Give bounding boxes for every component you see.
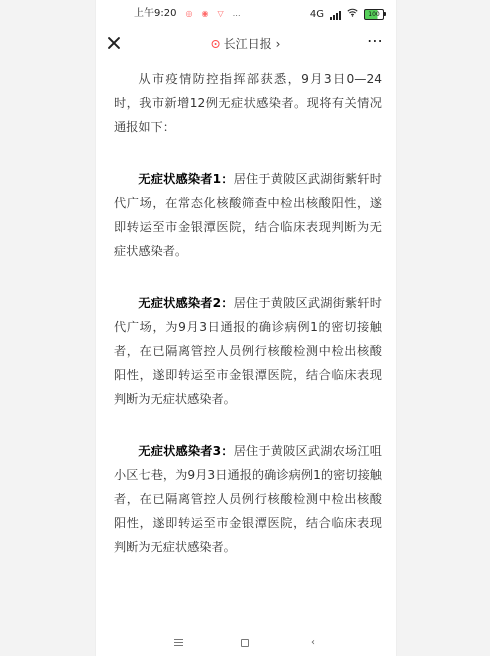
- notification-icon: ◎: [185, 9, 193, 18]
- system-navigation-bar: [96, 632, 396, 656]
- wifi-icon: [347, 8, 358, 21]
- status-time: 上午9:20: [134, 8, 177, 19]
- network-type-label: 4G: [309, 8, 324, 20]
- case-title-3: 无症状感染者3：: [138, 444, 234, 458]
- source-badge-icon: [212, 40, 220, 48]
- article-intro: 从市疫情防控指挥部获悉，9月3日0—24时，我市新增12例无症状感染者。现将有关情况通报如下：: [114, 72, 382, 134]
- menu-lines-icon: [174, 639, 183, 640]
- source-title: 长江日报: [223, 37, 272, 51]
- case-body-1: 居住于黄陂区武湖街紫轩时代广场，在常态化核酸筛查中检出核酸阳性，遂即转运至市金银潭医院，结合临床表现判断为无症状感染者。: [114, 172, 382, 258]
- back-icon[interactable]: ‹: [311, 637, 315, 648]
- status-right-group: [310, 8, 384, 21]
- signal-icon: [330, 10, 341, 20]
- case-body-2: 居住于黄陂区武湖街紫轩时代广场，为9月3日通报的确诊病例1的密切接触者，在已隔离管控人员例行核酸检测中检出核酸阳性，遂即转运至市金银潭医院，结合临床表现判断为无症状感染者。: [114, 296, 382, 406]
- case-title-2: 无症状感染者2：: [138, 296, 234, 310]
- home-square-icon: [241, 639, 249, 647]
- case-body-3: 居住于黄陂区武湖农场江咀小区七巷，为9月3日通报的确诊病例1的密切接触者，在已隔离管控人员例行核酸检测中检出核酸阳性，遂即转运至市金银潭医院，结合临床表现判断为无症状感染者。: [114, 444, 382, 554]
- source-account-link[interactable]: [212, 35, 281, 52]
- notification-icon-3: ▽: [217, 9, 224, 18]
- more-options-icon[interactable]: ⋯: [367, 31, 383, 50]
- status-bar: [96, 0, 396, 28]
- phone-screen: [96, 0, 396, 656]
- battery-icon: [364, 9, 384, 20]
- home-icon[interactable]: [240, 638, 250, 648]
- chevron-right-icon: ›: [275, 36, 281, 51]
- menu-icon[interactable]: [173, 638, 183, 648]
- notification-icon-2: ◉: [201, 9, 209, 18]
- more-notifications-icon: …: [232, 9, 241, 18]
- status-left-group: [134, 8, 241, 20]
- case-paragraph-3: [114, 439, 382, 559]
- close-icon[interactable]: [104, 33, 124, 53]
- top-navigation-bar: [96, 28, 396, 58]
- case-paragraph-2: [114, 291, 382, 411]
- article-content: [114, 67, 382, 627]
- case-paragraph-1: [114, 167, 382, 263]
- battery-level: 100: [368, 10, 380, 18]
- case-title-1: 无症状感染者1：: [138, 172, 234, 186]
